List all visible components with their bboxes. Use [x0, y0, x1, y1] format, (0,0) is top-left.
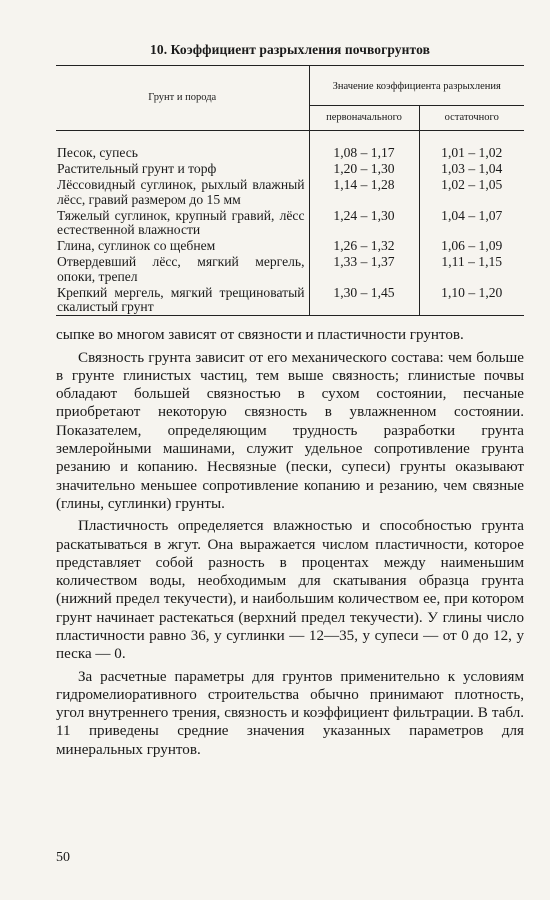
table-row	[56, 177, 524, 207]
initial-value: 1,24 – 1,30	[309, 208, 419, 238]
table-row	[56, 285, 524, 316]
initial-value: 1,08 – 1,17	[309, 145, 419, 161]
soil-name: Крепкий мергель, мягкий трещиноватый скалистый грунт	[56, 285, 309, 316]
paragraph: Пластичность определяется влажностью и способностью грунта раскатываться в жгут. Она выражается числом пластичности, которое представляет собой разность в процентах между наименьшим количеством воды, необходимым для скатывания образца грунта (нижний предел текучести), и наибольшим количеством ее, при котором грунт начинает растекаться (верхний предел текучести). У глины число пластичности равно 36, у суглинки — 12—35, у супеси — от 0 до 12, у песка — 0.	[56, 518, 524, 663]
initial-value: 1,30 – 1,45	[309, 285, 419, 316]
soil-name: Глина, суглинок со щебнем	[56, 238, 309, 254]
header-soil-column: Грунт и порода	[56, 66, 309, 131]
soil-name: Лёссовидный суглинок, рыхлый влажный лёсс, гравий размером до 15 мм	[56, 177, 309, 207]
page	[56, 42, 524, 759]
paragraph: За расчетные параметры для грунтов применительно к условиям гидромелиоративного строительства обычно принимают плотность, угол внутреннего трения, связность и коэффициент фильтрации. В табл. 11 приведены средние значения указанных параметров для минеральных грунтов.	[56, 668, 524, 758]
initial-value: 1,20 – 1,30	[309, 161, 419, 177]
page-number: 50	[56, 850, 70, 865]
loosening-coefficient-table	[56, 65, 524, 316]
table-title: 10. Коэффициент разрыхления почвогрунтов	[150, 42, 430, 57]
soil-name: Отвердевший лёсс, мягкий мергель, опоки, трепел	[56, 254, 309, 284]
initial-value: 1,33 – 1,37	[309, 254, 419, 284]
table-row	[56, 145, 524, 161]
residual-value: 1,11 – 1,15	[441, 254, 503, 270]
soil-name: Тяжелый суглинок, крупный гравий, лёсс естественной влажности	[56, 208, 309, 238]
residual-value: 1,01 – 1,02	[441, 145, 503, 160]
table-row	[56, 254, 524, 284]
soil-name: Песок, супесь	[56, 145, 309, 161]
table-row	[56, 208, 524, 238]
header-initial: первоначального	[309, 106, 419, 131]
residual-value: 1,03 – 1,04	[441, 161, 503, 177]
header-residual: остаточного	[419, 106, 524, 131]
residual-value: 1,06 – 1,09	[441, 238, 503, 254]
body-text	[56, 326, 524, 759]
residual-value: 1,10 – 1,20	[419, 285, 524, 316]
residual-value: 1,04 – 1,07	[441, 207, 503, 223]
table-row	[56, 161, 524, 177]
paragraph: сыпке во многом зависят от связности и пластичности грунтов.	[56, 327, 464, 344]
table-row	[56, 238, 524, 254]
paragraph: Связность грунта зависит от его механического состава: чем больше в грунте глинистых частиц, тем выше связность; глинистые почвы обладают большей связностью в сухом состоянии, песчаные приобретают некоторую связность в увлажненном состоянии. Показателем, определяющим трудность разработки грунта землеройными машинами, служит удельное сопротивление грунта резанию и копанию. Несвязные (пески, супеси) грунты оказывают значительно меньшее сопротивление копанию и резанию, чем связные (глины, суглинки) грунты.	[56, 349, 524, 512]
initial-value: 1,14 – 1,28	[309, 177, 419, 207]
soil-name: Растительный грунт и торф	[56, 161, 309, 177]
header-coefficient-group: Значение коэффициента разрыхления	[309, 66, 524, 106]
initial-value: 1,26 – 1,32	[309, 238, 419, 254]
residual-value: 1,02 – 1,05	[441, 177, 503, 193]
